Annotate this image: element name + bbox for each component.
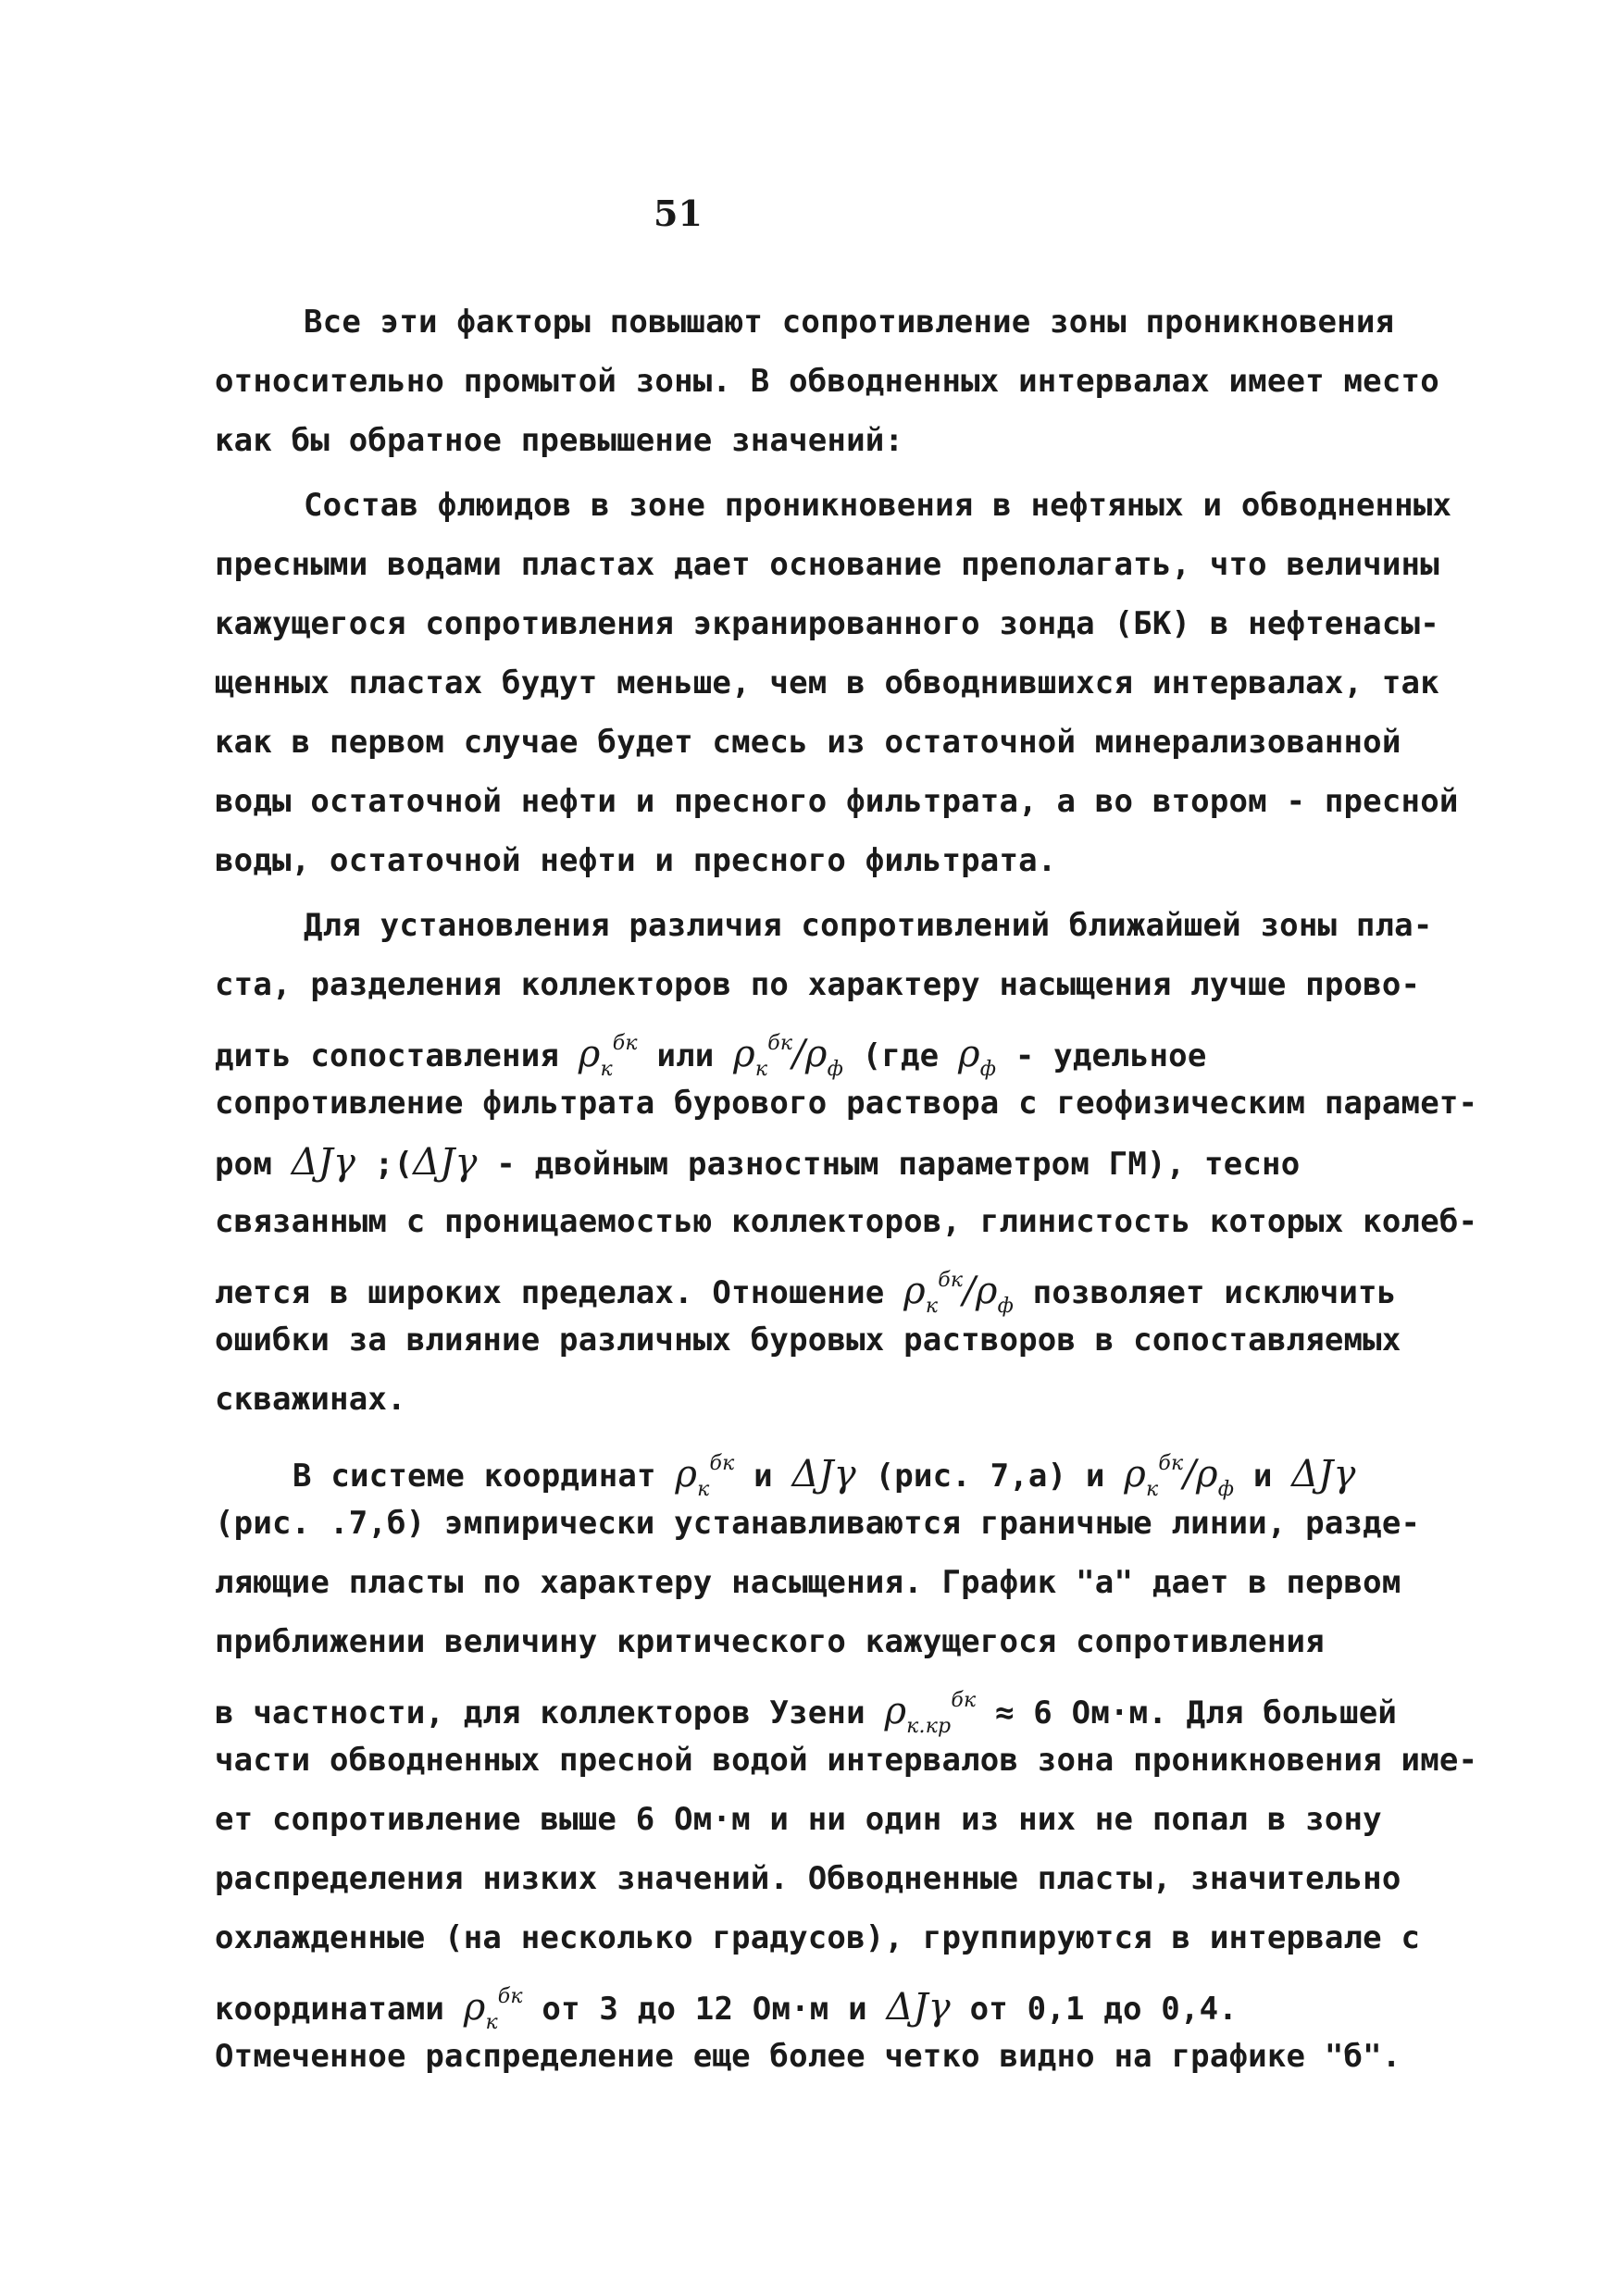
rho-f-symbol: $\rho_ф$ <box>958 1033 997 1081</box>
text-line: Все эти факторы повышают сопротивление зоны проникновения <box>304 304 1395 341</box>
text-line: приближении величину критического кажущегося сопротивления <box>215 1623 1325 1660</box>
text-line: (рис. .7,б) эмпирически устанавливаются граничные линии, разде- <box>215 1505 1421 1542</box>
text-line: Для установления различия сопротивлений ближайшей зоны пла- <box>304 907 1433 944</box>
text-line: как бы обратное превышение значений: <box>215 422 904 459</box>
text-line: скважинах. <box>215 1381 406 1418</box>
text-line: части обводненных пресной водой интервалов зона проникновения име- <box>215 1742 1478 1779</box>
text-line-formula: в частности, для коллекторов Узени $\rho_{к.кр}^{бк} \approx 6$ Ом·м. Для большей <box>215 1689 1398 1738</box>
text-line-formula: ром ΔJγ ;(ΔJγ - двойным разностным параметром ГМ), тесно <box>215 1141 1301 1184</box>
text-line: ляющие пласты по характеру насыщения. График "а" дает в первом <box>215 1564 1401 1601</box>
delta-j-gamma-symbol: ΔJγ <box>791 1453 856 1496</box>
rho-bk-k-symbol: $\rho_к^{бк}$ <box>675 1452 735 1501</box>
text-line: ет сопротивление выше 6 Ом·м и ни один из них не попал в зону <box>215 1801 1382 1838</box>
delta-j-gamma-symbol: ΔJγ <box>413 1141 478 1184</box>
text-line: связанным с проницаемостью коллекторов, глинистость которых колеб- <box>215 1203 1478 1240</box>
rho-ratio-symbol: $\rho_к^{бк}/\rho_ф$ <box>733 1032 843 1081</box>
text-line-formula: дить сопоставления $\rho_к^{бк}$ или $\rho_к^{бк}/\rho_ф$ (где $\rho_ф$ - удельное <box>215 1032 1207 1081</box>
text-line: относительно промытой зоны. В обводненных интервалах имеет место <box>215 363 1439 400</box>
rho-ratio-symbol: $\rho_к^{бк}/\rho_ф$ <box>903 1269 1014 1318</box>
text-line: сопротивление фильтрата бурового раствора с геофизическим парамет- <box>215 1085 1478 1122</box>
text-line-formula: лется в широких пределах. Отношение $\rho_к^{бк}/\rho_ф$ позволяет исключить <box>215 1269 1397 1318</box>
text-line: охлажденные (на несколько градусов), группируются в интервале с <box>215 1919 1421 1956</box>
text-line: Состав флюидов в зоне проникновения в нефтяных и обводненных <box>304 487 1452 524</box>
delta-j-gamma-symbol: ΔJγ <box>291 1141 356 1184</box>
text-line: как в первом случае будет смесь из остаточной минерализованной <box>215 724 1401 761</box>
text-line-formula: В системе координат $\rho_к^{бк}$ и ΔJγ (рис. 7,а) и $\rho_к^{бк}/\rho_ф$ и ΔJγ <box>293 1452 1356 1501</box>
text-line: воды остаточной нефти и пресного фильтрата, а во втором - пресной <box>215 783 1459 820</box>
text-line: ошибки за влияние различных буровых растворов в сопоставляемых <box>215 1322 1401 1359</box>
delta-j-gamma-symbol: ΔJγ <box>1291 1453 1356 1496</box>
page-number: 51 <box>654 192 703 234</box>
text-line: распределения низких значений. Обводненные пласты, значительно <box>215 1860 1401 1897</box>
text-line: щенных пластах будут меньше, чем в обводнившихся интервалах, так <box>215 664 1439 701</box>
rho-bk-k-symbol: $\rho_к^{бк}$ <box>463 1985 523 2034</box>
delta-j-gamma-symbol: ΔJγ <box>886 1986 951 2029</box>
text-line: пресными водами пластах дает основание преполагать, что величины <box>215 546 1439 583</box>
text-line-formula: координатами $\rho_к^{бк}$ от 3 до 12 Ом·м и ΔJγ от 0,1 до 0,4. <box>215 1985 1238 2034</box>
rho-bk-k-symbol: $\rho_к^{бк}$ <box>578 1032 638 1081</box>
text-line: ста, разделения коллекторов по характеру насыщения лучше прово- <box>215 966 1421 1003</box>
text-line: кажущегося сопротивления экранированного зонда (БК) в нефтенасы- <box>215 605 1439 642</box>
text-line: Отмеченное распределение еще более четко видно на графике "б". <box>215 2038 1401 2075</box>
rho-bk-critical-symbol: $\rho_{к.кр}^{бк}$ <box>884 1689 977 1738</box>
text-line: воды, остаточной нефти и пресного фильтрата. <box>215 842 1057 879</box>
rho-ratio-symbol: $\rho_к^{бк}/\rho_ф$ <box>1124 1452 1235 1501</box>
